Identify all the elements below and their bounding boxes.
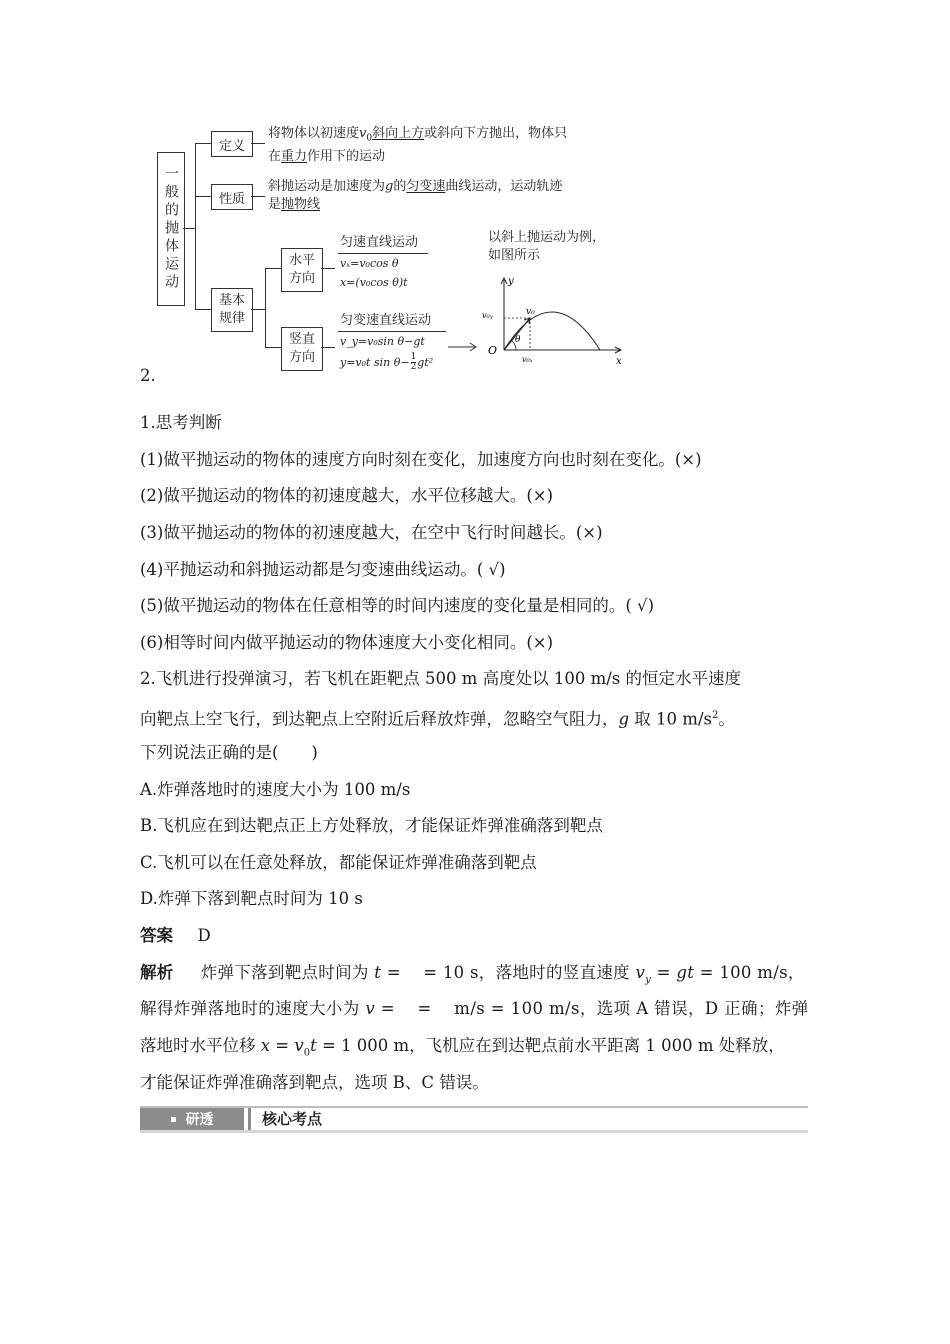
label-x: x [616,356,622,367]
banner-divider [248,1108,251,1130]
horizontal-label: 水平方向 [288,253,315,286]
connector [195,196,211,197]
q1-item: (3)做平抛运动的物体的初速度越大，在空中飞行时间越长。(×) [140,523,603,542]
horizontal-formula-2: x=(v₀cos θ)t [340,276,408,289]
bullet-icon [171,1117,176,1122]
connector [265,268,281,269]
connector [321,347,335,348]
connector [265,268,266,348]
q1-item: (5)做平抛运动的物体在任意相等的时间内速度的变化量是相同的。( √) [140,596,655,615]
q1-item: (4)平抛运动和斜抛运动都是匀变速曲线运动。( √) [140,560,506,579]
banner-tag [140,1108,244,1130]
label-o: O [488,344,498,357]
answer-value: D [197,926,211,945]
horizontal-motion: 匀速直线运动 [340,235,419,250]
q2-option-b: B.飞机应在到达靶点正上方处释放，才能保证炸弹准确落到靶点 [140,816,603,835]
connector [195,143,196,309]
vertical-label: 竖直方向 [288,332,315,365]
answer [140,923,211,949]
analysis-line-4: 才能保证炸弹准确落到靶点，选项 B、C 错误。 [140,1073,489,1092]
connector [183,228,195,229]
basic-label: 基本规律 [218,293,245,326]
connector [251,196,265,197]
vertical-box [281,327,323,371]
label-v0x: v₀ₓ [522,355,533,364]
connector [321,268,335,269]
label-y: y [508,276,514,287]
formula-divider [338,253,428,254]
horizontal-box [281,248,323,292]
q2-option-c: C.飞机可以在任意处释放，都能保证炸弹准确落到靶点 [140,853,537,872]
q2-line: 向靶点上空飞行，到达靶点上空附近后释放炸弹，忽略空气阻力，g 取 10 $m/s^2$。 [140,709,735,729]
vertical-formula-2: y=v₀t sin θ− $\frac{1}{2}$ gt² [340,352,434,372]
q1-item: (1)做平抛运动的物体的速度方向时刻在变化，加速度方向也时刻在变化。(×) [140,450,702,469]
vertical-motion: 匀变速直线运动 [340,313,432,328]
banner-tag-label: 研透 [185,1112,214,1128]
analysis-line-3: 落地时水平位移 $x = v_0t = 1$ 000 m，飞机应在到达靶点前水平距离 1 000 m 处释放， [140,1036,785,1059]
q1-title: 1.思考判断 [140,413,222,432]
q2-line: 下列说法正确的是( ) [140,743,318,762]
example-caption: 以斜上抛运动为例， 如图所示 [488,230,606,263]
label-theta: θ [515,335,521,345]
projectile-figure [478,272,628,368]
answer-label: 答案 [140,926,173,945]
label-v0y: v₀ᵧ [482,311,493,320]
definition-box [211,131,253,157]
connector [251,309,265,310]
connector [195,309,211,310]
q1-item: (2)做平抛运动的物体的初速度越大，水平位移越大。(×) [140,486,554,505]
formula-divider [338,331,446,332]
arrow-icon [448,342,480,352]
connector [251,143,265,144]
section-number: 2. [140,366,156,385]
label-v0: v₀ [526,307,535,317]
mindmap [0,0,950,380]
q1-item: (6)相等时间内做平抛运动的物体速度大小变化相同。(×) [140,633,554,652]
v0-vector [504,318,530,350]
analysis-line-2: 解得炸弹落地时的速度大小为 v = = m/s = 100 m/s，选项 A 错误，D 正确；炸弹 [140,999,809,1018]
q2-option-d: D.炸弹下落到靶点时间为 10 s [140,889,363,908]
property-label: 性质 [218,191,245,207]
vertical-formula-1: v_y=v₀sin θ−gt [340,335,425,348]
mindmap-root-box [157,152,185,306]
basic-box [211,288,253,332]
connector [265,347,281,348]
definition-text: 将物体以初速度$v_0$斜向上方或斜向下方抛出，物体只 在重力作用下的运动 [268,126,568,164]
banner-bottom-line [140,1130,808,1133]
connector [195,143,211,144]
property-text: 斜抛运动是加速度为g的匀变速曲线运动，运动轨迹 是抛物线 [268,179,563,212]
analysis-label: 解析 [140,963,174,982]
analysis-line-1: 解析 炸弹下落到靶点时间为 t = = 10 s，落地时的竖直速度 $v_y$ = gt = 100 m/s， [140,963,805,986]
definition-label: 定义 [218,138,245,154]
section-banner [140,1106,808,1134]
q2-option-a: A.炸弹落地时的速度大小为 100 m/s [140,780,411,799]
q2-line: 2.飞机进行投弹演习，若飞机在距靶点 500 m 高度处以 100 m/s 的恒定水平速度 [140,669,742,688]
mindmap-root-label: 一般的抛体运动 [163,166,179,292]
horizontal-formula-1: vₓ=v₀cos θ [340,257,399,270]
property-box [211,184,253,210]
banner-title: 核心考点 [262,1110,323,1128]
